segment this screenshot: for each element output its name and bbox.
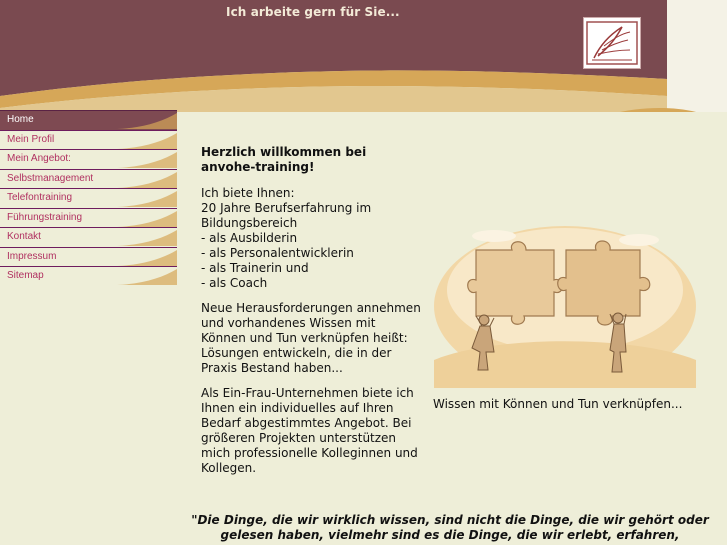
quill-logo-icon[interactable] [583,17,641,69]
nav-item-label: Home [7,114,34,125]
site-header [0,0,727,112]
nav-item-home[interactable] [0,110,177,130]
intro-line: - als Trainerin und [201,261,309,275]
nav-item-label: Impressum [7,250,57,262]
nav-item-label: Mein Angebot: [7,153,71,164]
quote: "Die Dinge, die wir wirklich wissen, sind nicht die Dinge, die wir gehört oder gelesen haben, vielmehr sind es die Dinge, die wir erlebt, erfahren, [191,513,709,542]
intro-line: - als Ausbilderin [201,231,298,245]
nav-item-fuehrungstraining[interactable] [0,208,177,228]
nav-item-label: Telefontraining [7,192,73,203]
nav-item-label: Kontakt [7,231,41,242]
main-content [201,145,423,486]
nav-item-telefontraining[interactable] [0,188,177,208]
paragraph-company: Als Ein-Frau-Unternehmen biete ich Ihnen ein individuelles auf Ihren Bedarf abgestimmtes Angebot. Bei größeren Projekten unterstützen mich professionelle Kolleginnen und Kollegen. [201,386,418,475]
nav-item-label: Führungstraining [7,211,83,223]
page-title: Herzlich willkommen bei anvohe-training! [201,145,367,174]
sidebar-nav [0,110,177,286]
intro-line: - als Coach [201,276,268,290]
nav-item-impressum[interactable] [0,247,177,267]
nav-item-label: Selbstmanagement [7,172,94,184]
intro-line: 20 Jahre Berufserfahrung im Bildungsbereich [201,201,372,230]
nav-item-sitemap[interactable] [0,266,177,286]
intro-line: - als Personalentwicklerin [201,246,354,260]
paragraph-knowledge: Neue Herausforderungen annehmen und vorhandenes Wissen mit Können und Tun verknüpfen heißt: Lösungen entwickeln, die in der Praxis Bestand haben... [201,301,421,375]
header-tagline: Ich arbeite gern für Sie... [226,5,400,19]
nav-item-label: Sitemap [7,270,44,281]
nav-item-selbstmanagement[interactable] [0,169,177,189]
nav-item-kontakt[interactable] [0,227,177,247]
intro-line: Ich biete Ihnen: [201,186,295,200]
image-caption: Wissen mit Können und Tun verknüpfen... [433,397,683,411]
puzzle-illustration [434,220,696,388]
intro-paragraph [201,186,423,291]
nav-item-mein-angebot[interactable] [0,149,177,169]
nav-item-label: Mein Profil [7,133,55,145]
nav-item-mein-profil[interactable] [0,130,177,150]
